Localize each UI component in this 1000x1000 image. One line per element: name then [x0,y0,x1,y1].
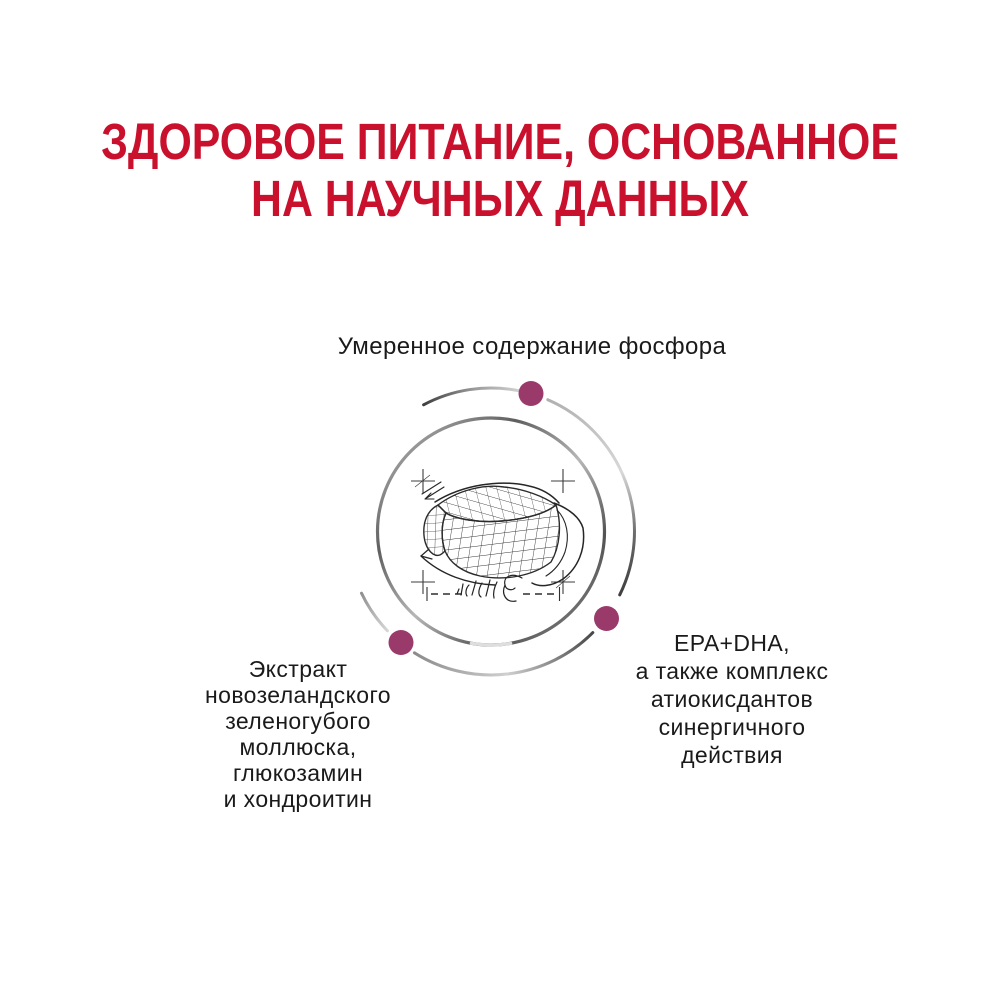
page-title-line1: ЗДОРОВОЕ ПИТАНИЕ, ОСНОВАННОЕ [101,113,899,170]
label-epa-line: а также комплекс [635,658,829,684]
dot-phosphorus [519,381,544,406]
outer-arc-right [548,400,635,595]
dot-epa-dha [594,606,619,631]
label-phosphorus [338,334,727,360]
arrow-top-icon [422,482,444,499]
dot-mussel-extract [389,630,414,655]
kibble-left-face [424,505,446,555]
label-epa-dha [636,629,829,769]
outer-arc-left [362,593,388,631]
label-epa-line: EPA+DHA, [674,630,790,656]
label-mussel-line: моллюска, [239,734,357,760]
label-epa-line: синергичного [658,714,806,740]
label-epa-line: действия [681,742,783,768]
label-mussel-line: зеленогубого [225,708,371,734]
outer-arc-top-left [424,388,519,405]
label-epa-line: атиокисдантов [650,686,814,712]
label-mussel-line: и хондроитин [223,786,373,812]
label-mussel-line: глюкозамин [232,760,364,786]
label-mussel-extract [205,656,391,812]
label-mussel-line: Экстракт [248,656,348,682]
label-mussel-line: новозеландского [205,682,391,708]
page-title-line2: НА НАУЧНЫХ ДАННЫХ [251,170,749,227]
kibble-sketch-icon [411,469,584,601]
kibble-body [424,486,560,578]
inner-ring-glint [471,643,510,645]
label-phosphorus-text: Умеренное содержание фосфора [337,333,727,360]
outer-arc-bottom [414,633,592,675]
handwriting-scribble [457,575,522,601]
